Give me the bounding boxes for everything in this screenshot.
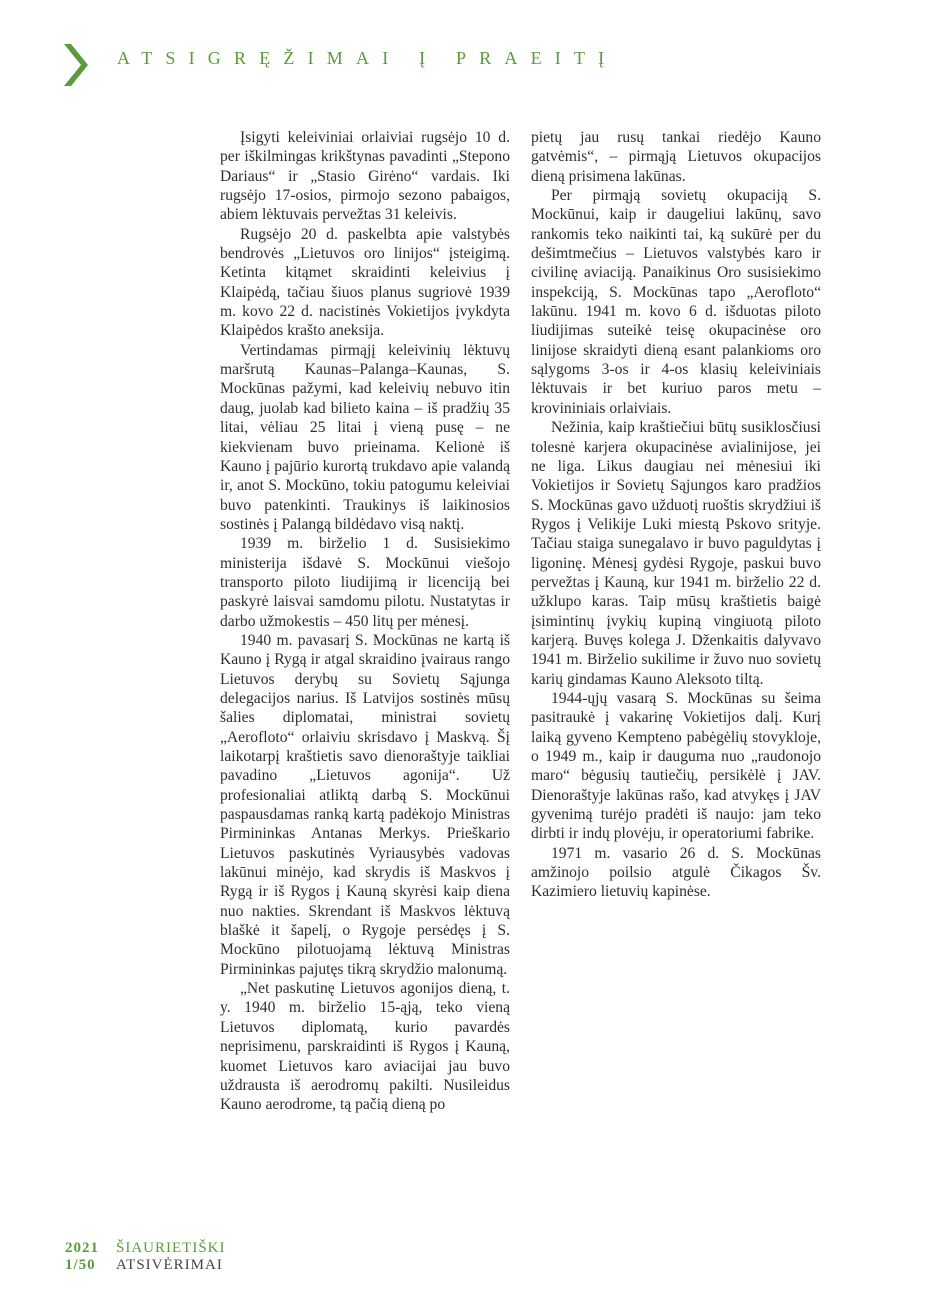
paragraph: 1940 m. pavasarį S. Mockūnas ne kartą iš Kauno į Rygą ir atgal skraidino įvairaus rango Lietuvos derybų su Sovietų Sąjunga delegacijos narius. Iš Latvijos sostinės mūsų šalies diplomatai, ministrai sovietų „Aerofloto“ orlaiviu skrisdavo į Maskvą. Šį laikotarpį kraštietis savo dienoraštyje taikliai pavadino „Lietuvos agonija“. Už profesionaliai atliktą darbą S. Mockūnui paspausdamas ranką kartą padėkojo Ministras Pirmininkas Antanas Merkys. Prieškario Lietuvos paskutinės Vyriausybės vadovas lakūnui minėjo, kad skrydis iš Maskvos į Rygą ir iš Rygos į Kauną skyrėsi kaip diena nuo nakties. Skrendant iš Maskvos lėktuvą blaškė it šapelį, o Rygoje persėdęs į S. Mockūno pilotuojamą lėktuvą Ministras Pirmininkas pajutęs tikrą skrydžio malonumą. bbox=[220, 631, 510, 978]
paragraph: Nežinia, kaip kraštiečiui būtų susiklosčiusi tolesnė karjera okupacinėse avialinijose, jei ne liga. Likus daugiau nei mėnesiui iki Vokietijos ir Sovietų Sąjungos karo pradžios S. Mockūnas gavo užduotį ruoštis skrydžiui iš Rygos į Velikije Luki miestą Pskovo srityje. Tačiau staiga sunegalavo ir buvo paguldytas į ligoninę. Mėnesį gydėsi Rygoje, paskui buvo pervežtas į Kauną, kur 1941 m. birželio 22 d. užklupo karas. Taip mūsų kraštietis baigė įsimintinų įvykių kupiną vingiuotą piloto karjerą. Buvęs kolega J. Dženkaitis dalyvavo 1941 m. Birželio sukilime ir žuvo nuo sovietų karių gindamas Kauno Aleksoto tiltą. bbox=[531, 419, 821, 688]
paragraph: 1971 m. vasario 26 d. S. Mockūnas amžinojo poilsio atgulė Čikagos Šv. Kazimiero lietuvių kapinėse. bbox=[531, 844, 821, 901]
paragraph: Vertindamas pirmąjį keleivinių lėktuvų maršrutą Kaunas–Palanga–Kaunas, S. Mockūnas pažymi, kad keleivių nebuvo itin daug, juolab kad bilieto kaina – iš pradžių 35 litai, vėliau 25 litai į vieną pusę – ne kiekvienam buvo prieinama. Kelionė iš Kauno į pajūrio kurortą trukdavo apie valandą ir, anot S. Mockūno, tokiu patogumu keleiviai buvo patenkinti. Traukinys iš laikinosios sostinės į Palangą bildėdavo visą naktį. bbox=[220, 341, 510, 533]
paragraph: Rugsėjo 20 d. paskelbta apie valstybės bendrovės „Lietuvos oro linijos“ įsteigimą. Ketinta kitąmet skraidinti keleivius į Klaipėdą, tačiau šiuos planus sugriovė 1939 m. kovo 22 d. nacistinės Vokietijos įvykdyta Klaipėdos krašto aneksija. bbox=[220, 225, 510, 340]
paragraph-continued: pietų jau rusų tankai riedėjo Kauno gatvėmis“, – pirmąją Lietuvos okupacijos dieną prisimena lakūnas. bbox=[531, 129, 821, 185]
paragraph: 1944-ųjų vasarą S. Mockūnas su šeima pasitraukė į vakarinę Vokietijos dalį. Kurį laiką gyveno Kempteno pabėgėlių stovykloje, o 1949 m., kaip ir dauguma nuo „raudonojo maro“ bėgusių tautiečių, persikėlė į JAV. Dienoraštyje lakūnas rašo, kad atvykęs į JAV gyvenimą turėjo pradėti iš naujo: jam teko dirbti ir indų plovėju, ir operatoriumi fabrike. bbox=[531, 689, 821, 843]
magazine-name-line1: ŠIAURIETIŠKI bbox=[116, 1240, 226, 1256]
paragraph: Įsigyti keleiviniai orlaiviai rugsėjo 10 d. per iškilmingas krikštynas pavadinti „Stepono Dariaus“ ir „Stasio Girėno“ vardais. Iki rugsėjo 17-osios, pirmojo sezono pabaigos, abiem lėktuvais pervežtas 31 keleivis. bbox=[220, 129, 510, 224]
article-column-right bbox=[531, 128, 821, 902]
magazine-name-line2: ATSIVĖRIMAI bbox=[116, 1257, 223, 1273]
article-column-left bbox=[220, 128, 510, 1115]
footer-issue: 1/50 bbox=[65, 1257, 96, 1273]
page-footer bbox=[65, 1240, 226, 1274]
paragraph: 1939 m. birželio 1 d. Susisiekimo ministerija išdavė S. Mockūnui viešojo transporto piloto liudijimą ir licenciją bei paskyrė laisvai samdomu pilotu. Nustatytas ir darbo užmokestis – 450 litų per mėnesį. bbox=[220, 535, 510, 630]
paragraph: „Net paskutinę Lietuvos agonijos dieną, t. y. 1940 m. birželio 15-ąją, teko vieną Lietuvos diplomatą, kurio pavardės neprisimenu, parskraidinti iš Rygos į Kauną, kuomet Lietuvos karo aviacijai jau buvo uždrausta iš aerodromų pakilti. Nusileidus Kauno aerodrome, tą pačią dieną po bbox=[220, 980, 510, 1114]
footer-year: 2021 bbox=[65, 1240, 99, 1256]
section-title: ATSIGRĘŽIMAI Į PRAEITĮ bbox=[117, 48, 618, 68]
double-chevron-right-icon bbox=[64, 44, 90, 86]
paragraph: Per pirmąją sovietų okupaciją S. Mockūnui, kaip ir daugeliui lakūnų, savo rankomis teko naikinti tai, ką sukūrė per du dešimtmečius – Lietuvos valstybės karo ir civilinę aviaciją. Panaikinus Oro susisiekimo inspekciją, S. Mockūnas tapo „Aerofloto“ lakūnu. 1941 m. kovo 6 d. išduotas piloto liudijimas suteikė teisę okupacinėse oro linijose skraidyti dieną esant palankioms oro sąlygoms 3-os ir 4-os klasių keleiviniais lėktuvais ir bet kuriuo paros metu – krovininiais orlaiviais. bbox=[531, 187, 821, 417]
